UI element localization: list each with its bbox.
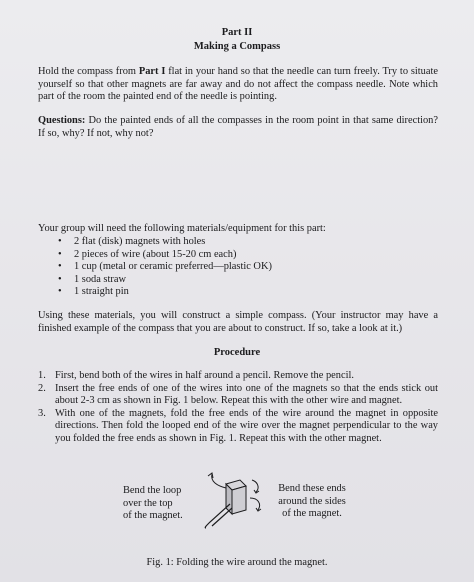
step-text: First, bend both of the wires in half around a pencil. Remove the pencil. — [55, 370, 354, 381]
magnet-wire-illustration — [200, 470, 272, 532]
questions-label: Questions: — [38, 115, 86, 126]
figure-left-label-line: over the top — [123, 497, 173, 509]
list-item: • 2 pieces of wire (about 15-20 cm each) — [58, 249, 272, 262]
bend-arrow-right — [252, 480, 258, 492]
questions-paragraph — [38, 115, 438, 140]
figure-right-label-line: of the magnet. — [282, 508, 342, 520]
figure-left-label — [123, 485, 183, 523]
step-number: 3. — [38, 407, 46, 419]
materials-intro: Your group will need the following materials/equipment for this part: — [38, 223, 326, 234]
intro-paragraph — [38, 66, 438, 104]
bend-arrow-right — [250, 498, 260, 510]
list-item: • 1 straight pin — [58, 286, 272, 299]
figure-right-label-line: around the sides — [278, 495, 346, 507]
intro-text-after: flat in your hand so that the needle can turn freely. Try to situate yourself so that other magnets are far away and do not affect the compass needle. Note which part of the room the painted end of the needle is pointing. — [38, 66, 438, 103]
step-number: 2. — [38, 382, 46, 394]
figure-right-label-line: Bend these ends — [278, 483, 346, 494]
wire-loop — [212, 474, 226, 488]
materials-list — [58, 236, 272, 299]
figure-left-label-line: Bend the loop — [123, 485, 182, 496]
figure-left-label-line: of the magnet. — [123, 510, 183, 522]
usage-paragraph: Using these materials, you will construct a simple compass. (Your instructor may have a finished example of the compass that you are about to construct. If so, take a look at it.) — [38, 310, 438, 334]
wire-free-end — [205, 504, 230, 528]
list-item: • 1 cup (metal or ceramic preferred—plastic OK) — [58, 261, 272, 274]
list-item: • 1 soda straw — [58, 274, 272, 287]
list-item — [38, 408, 438, 446]
figure-right-label — [272, 483, 352, 521]
list-item — [38, 370, 438, 383]
magnet-block — [226, 480, 246, 514]
list-item: • 2 flat (disk) magnets with holes — [58, 236, 272, 249]
list-item — [38, 383, 438, 408]
section-title: Making a Compass — [193, 41, 281, 52]
procedure-steps — [38, 370, 438, 446]
intro-text-before: Hold the compass from — [38, 66, 139, 77]
part-reference: Part I — [138, 66, 166, 77]
part-heading: Part II — [221, 27, 253, 38]
figure-caption: Fig. 1: Folding the wire around the magnet. — [146, 557, 328, 568]
bend-arrow-left — [208, 473, 213, 478]
step-text: With one of the magnets, fold the free ends of the wire around the magnet in opposite directions. Then fold the looped end of the wire over the magnet perpendicular to the way you folded the free ends as shown in Fig. 1. Repeat this with the other magnet. — [55, 407, 438, 444]
procedure-heading: Procedure — [213, 347, 261, 358]
step-text: Insert the free ends of one of the wires into one of the magnets so that the ends stick out about 2-3 cm as shown in Fig. 1 below. Repeat this with the other wire and magnet. — [55, 382, 438, 407]
step-number: 1. — [38, 370, 46, 381]
questions-text: Do the painted ends of all the compasses in the room point in that same direction? If so, why? If not, why not? — [38, 115, 438, 139]
